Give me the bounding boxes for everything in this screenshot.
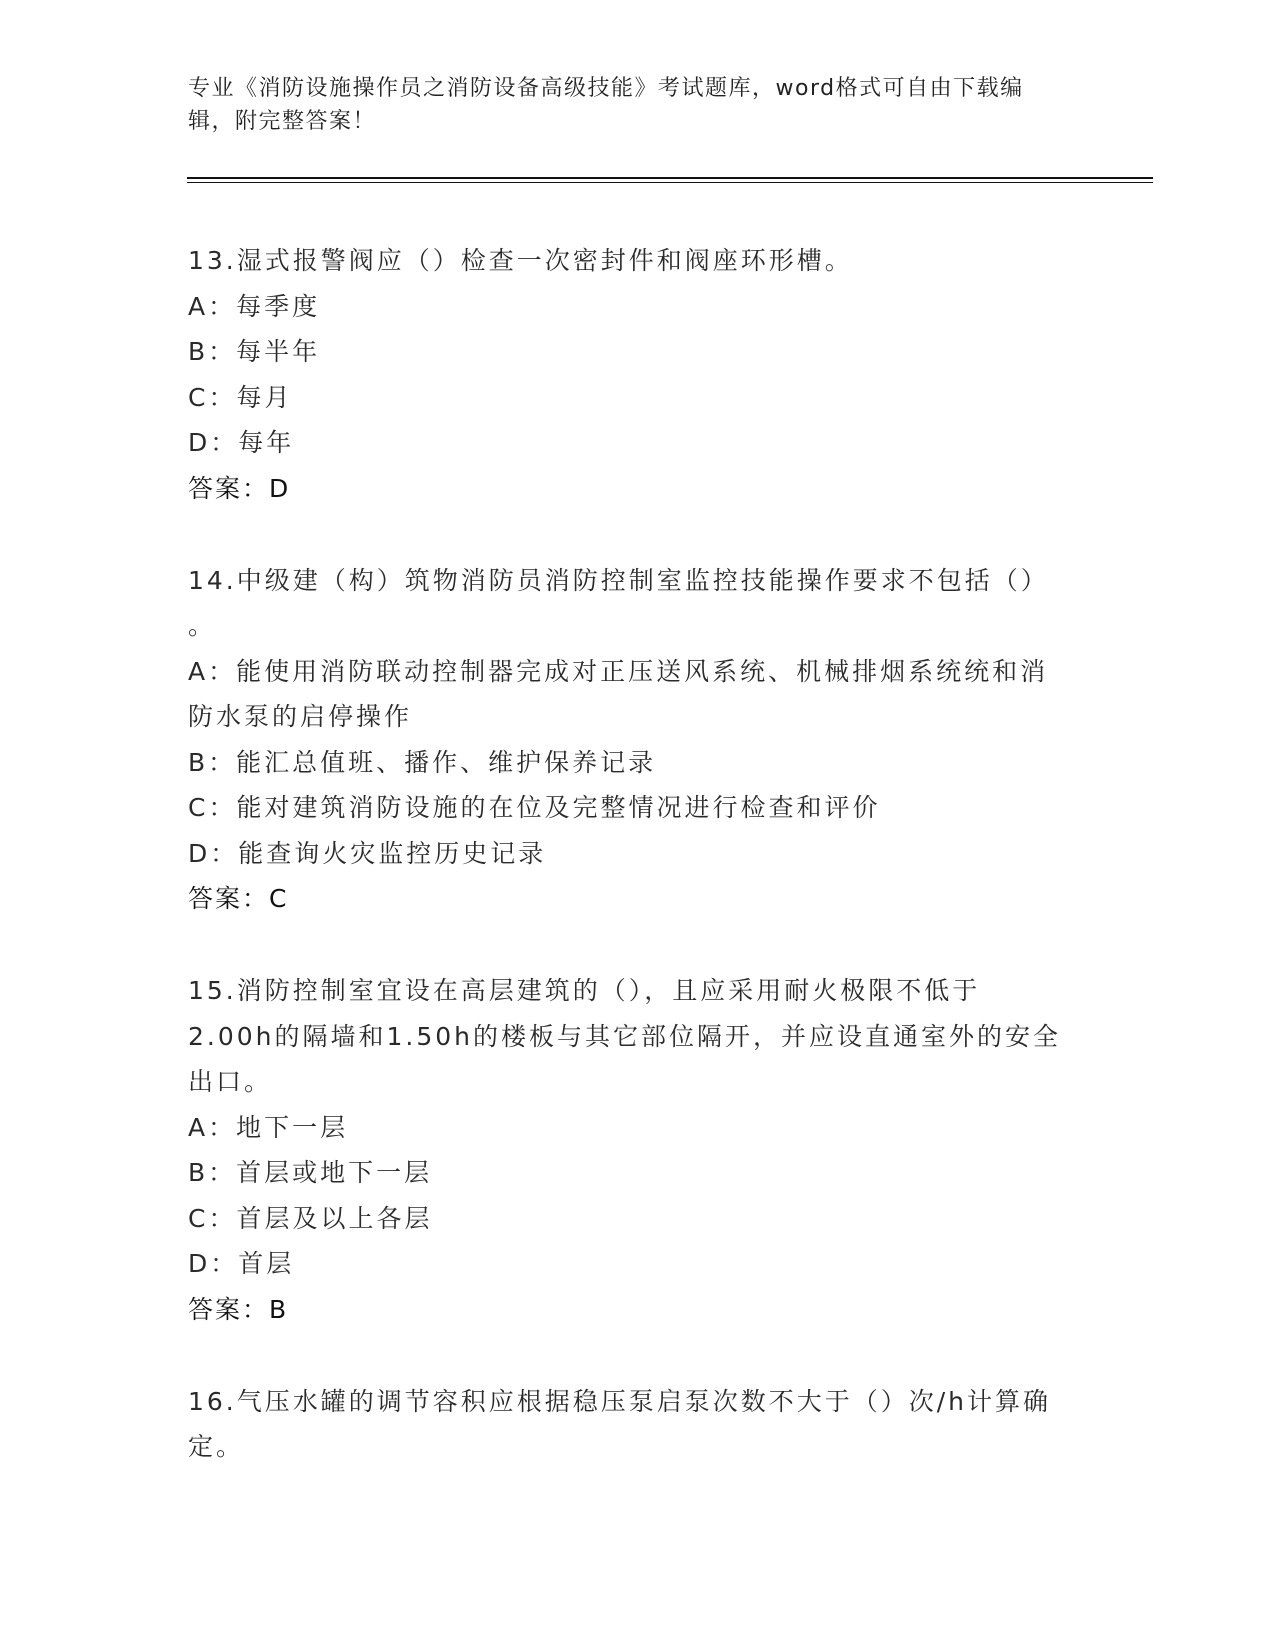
question-15 (188, 968, 1088, 1332)
answer-value: B (269, 1294, 288, 1324)
answer-line (188, 876, 1088, 921)
question-stem: 14.中级建（构）筑物消防员消防控制室监控技能操作要求不包括（） (188, 565, 1049, 595)
question-stem: 15.消防控制室宜设在高层建筑的（），且应采用耐火极限不低于 (188, 976, 981, 1005)
option-c: C：能对建筑消防设施的在位及完整情况进行检查和评价 (188, 793, 881, 822)
option-a: A：地下一层 (188, 1112, 349, 1142)
answer-value: C (269, 884, 288, 913)
question-13 (188, 238, 1088, 511)
option-a: A：每季度 (188, 291, 321, 321)
header-rule-thick (187, 177, 1153, 179)
option-c: C：首层及以上各层 (188, 1203, 433, 1233)
option-d: D：能查询火灾监控历史记录 (188, 838, 547, 868)
document-header (188, 72, 1088, 138)
option-c: C：每月 (188, 382, 293, 412)
answer-value: D (269, 473, 290, 503)
answer-line (188, 1287, 1088, 1332)
option-a: A：能使用消防联动控制器完成对正压送风系统、机械排烟系统统和消 (188, 656, 1049, 686)
option-b: B：每半年 (188, 337, 321, 366)
option-d: D：首层 (188, 1249, 295, 1278)
option-b: B：能汇总值班、播作、维护保养记录 (188, 747, 657, 777)
option-b: B：首层或地下一层 (188, 1158, 433, 1187)
question-stem: 13.湿式报警阀应（）检查一次密封件和阀座环形槽。 (188, 246, 853, 275)
option-a-continued: 防水泵的启停操作 (188, 702, 413, 731)
question-14 (188, 558, 1088, 922)
answer-label: 答案： (188, 1294, 270, 1324)
header-line-1: 专业《消防设施操作员之消防设备高级技能》考试题库，word格式可自由下载编 (188, 76, 1024, 101)
question-stem-continued: 出口。 (188, 1067, 273, 1096)
question-list (188, 238, 1088, 1517)
answer-line (188, 466, 1088, 511)
question-stem-continued: 2.00h的隔墙和1.50h的楼板与其它部位隔开，并应设直通室外的安全 (188, 1021, 1062, 1051)
header-line-2: 辑，附完整答案！ (188, 109, 377, 134)
answer-label: 答案： (188, 473, 270, 503)
question-stem: 16.气压水罐的调节容积应根据稳压泵启泵次数不大于（）次/h计算确 (188, 1386, 1052, 1416)
question-16 (188, 1379, 1088, 1470)
header-rule-thin (187, 182, 1153, 183)
question-stem-continued: 。 (188, 611, 217, 640)
question-stem-continued: 定。 (188, 1432, 245, 1461)
answer-label: 答案： (188, 884, 270, 913)
option-d: D：每年 (188, 428, 295, 457)
